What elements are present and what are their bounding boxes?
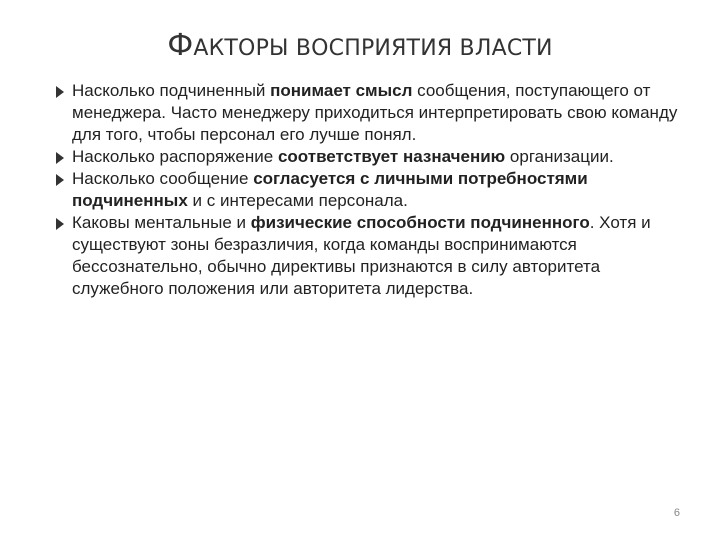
bullet-bold-text: соответствует назначению (277, 147, 506, 166)
bullet-bold-text: согласуется с личными потребностями подчиненных (72, 169, 588, 210)
bullet-text: . Хотя и существуют зоны безразличия, когда команды воспринимаются бессознательно, обычно директивы признаются в силу авторитета служебного положения или авторитета лидерства. (72, 213, 651, 298)
triangle-bullet-icon (56, 174, 64, 186)
triangle-bullet-icon (56, 152, 64, 164)
bullet-list (50, 80, 680, 300)
bullet-item (50, 80, 680, 146)
bullet-item (50, 212, 680, 300)
bullet-text: Насколько распоряжение (72, 147, 278, 166)
triangle-bullet-icon (56, 218, 64, 230)
bullet-text: Каковы ментальные и (72, 213, 251, 232)
bullet-item (50, 168, 680, 212)
bullet-text: сообщения, поступающего от менеджера. Часто менеджеру приходиться интерпретировать свою команду для того, чтобы персонал его лучше понял. (72, 81, 678, 144)
bullet-text: и с интересами персонала. (187, 191, 408, 210)
page-number: 6 (673, 507, 680, 519)
bullet-item (50, 146, 680, 168)
bullet-bold-text: понимает смысл (270, 81, 413, 100)
bullet-text: Насколько сообщение (72, 169, 254, 188)
bullet-text: Насколько подчиненный (72, 81, 271, 100)
title-first-letter: Ф (167, 28, 194, 63)
bullet-bold-text: физические способности подчиненного (250, 213, 590, 232)
bullet-text: организации. (505, 147, 614, 166)
triangle-bullet-icon (56, 86, 64, 98)
slide-title (0, 28, 720, 67)
title-rest: АКТОРЫ ВОСПРИЯТИЯ ВЛАСТИ (193, 36, 553, 61)
